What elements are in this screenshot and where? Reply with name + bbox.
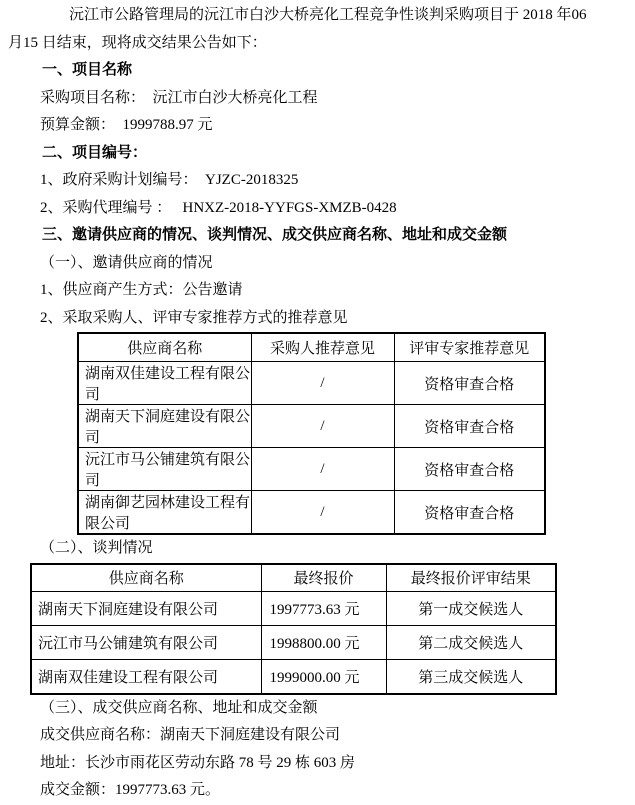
gov-plan-number: 1、政府采购计划编号： YJZC-2018325 bbox=[40, 172, 299, 188]
negotiation-table bbox=[30, 563, 557, 695]
section1-heading: 一、项目名称 bbox=[42, 62, 133, 78]
table-row bbox=[78, 405, 545, 448]
negotiation-table-header-row bbox=[31, 564, 556, 592]
nego-header-supplier: 供应商名称 bbox=[31, 564, 261, 592]
expert-opinion: 资格审查合格 bbox=[394, 491, 545, 535]
final-quote: 1999000.00 元 bbox=[261, 659, 386, 694]
intro-paragraph-line1: 沅江市公路管理局的沅江市白沙大桥亮化工程竞争性谈判采购项目于 2018 年06 bbox=[69, 7, 587, 23]
expert-opinion: 资格审查合格 bbox=[394, 362, 545, 405]
recommend-note: 2、采取采购人、评审专家推荐方式的推荐意见 bbox=[40, 309, 348, 326]
winner-name: 成交供应商名称：湖南天下洞庭建设有限公司 bbox=[40, 727, 341, 743]
supplier-name: 沅江市马公铺建筑有限公司 bbox=[78, 448, 251, 491]
table-row bbox=[78, 362, 545, 405]
purchase-project-name: 采购项目名称： 沅江市白沙大桥亮化工程 bbox=[40, 89, 318, 106]
invite-table-header-row bbox=[78, 333, 545, 362]
invite-header-expert-opinion: 评审专家推荐意见 bbox=[394, 333, 545, 362]
winner-address: 地址：长沙市雨花区劳动东路 78 号 29 栋 603 房 bbox=[40, 754, 356, 771]
invite-suppliers-table bbox=[77, 332, 546, 535]
final-quote: 1998800.00 元 bbox=[261, 625, 386, 659]
supplier-name: 沅江市马公铺建筑有限公司 bbox=[31, 625, 261, 659]
section3-heading: 三、邀请供应商的情况、谈判情况、成交供应商名称、地址和成交金额 bbox=[42, 227, 508, 243]
supplier-name: 湖南天下洞庭建设有限公司 bbox=[78, 405, 251, 448]
table-row bbox=[78, 448, 545, 491]
review-result: 第一成交候选人 bbox=[386, 591, 556, 625]
table-row bbox=[31, 625, 556, 659]
budget-amount: 预算金额： 1999788.97 元 bbox=[40, 117, 213, 133]
supplier-name: 湖南天下洞庭建设有限公司 bbox=[31, 591, 261, 625]
expert-opinion: 资格审查合格 bbox=[394, 448, 545, 491]
nego-header-review-result: 最终报价评审结果 bbox=[386, 564, 556, 592]
buyer-opinion: / bbox=[251, 448, 394, 491]
review-result: 第二成交候选人 bbox=[386, 625, 556, 659]
supplier-name: 湖南双佳建设工程有限公司 bbox=[78, 362, 251, 405]
sub2-title: （二）、谈判情况 bbox=[40, 540, 153, 556]
buyer-opinion: / bbox=[251, 362, 394, 405]
final-quote: 1997773.63 元 bbox=[261, 591, 386, 625]
buyer-opinion: / bbox=[251, 405, 394, 448]
intro-paragraph-line2: 月15 日结束，现将成交结果公告如下： bbox=[8, 34, 267, 51]
table-row bbox=[31, 659, 556, 694]
nego-header-final-quote: 最终报价 bbox=[261, 564, 386, 592]
sub1-title: （一）、邀请供应商的情况 bbox=[40, 254, 213, 271]
winner-amount: 成交金额：1997773.63 元。 bbox=[40, 782, 221, 798]
supplier-method: 1、供应商产生方式：公告邀请 bbox=[40, 282, 243, 298]
supplier-name: 湖南御艺园林建设工程有限公司 bbox=[78, 491, 251, 535]
invite-header-supplier: 供应商名称 bbox=[78, 333, 251, 362]
table-row bbox=[78, 491, 545, 535]
supplier-name: 湖南双佳建设工程有限公司 bbox=[31, 659, 261, 694]
buyer-opinion: / bbox=[251, 491, 394, 535]
table-row bbox=[31, 591, 556, 625]
agency-number: 2、采购代理编号 ： HNXZ-2018-YYFGS-XMZB-0428 bbox=[40, 199, 397, 216]
sub3-title: （三）、成交供应商名称、地址和成交金额 bbox=[40, 699, 318, 716]
section2-heading: 二、项目编号： bbox=[42, 144, 148, 161]
expert-opinion: 资格审查合格 bbox=[394, 405, 545, 448]
review-result: 第三成交候选人 bbox=[386, 659, 556, 694]
invite-header-buyer-opinion: 采购人推荐意见 bbox=[251, 333, 394, 362]
